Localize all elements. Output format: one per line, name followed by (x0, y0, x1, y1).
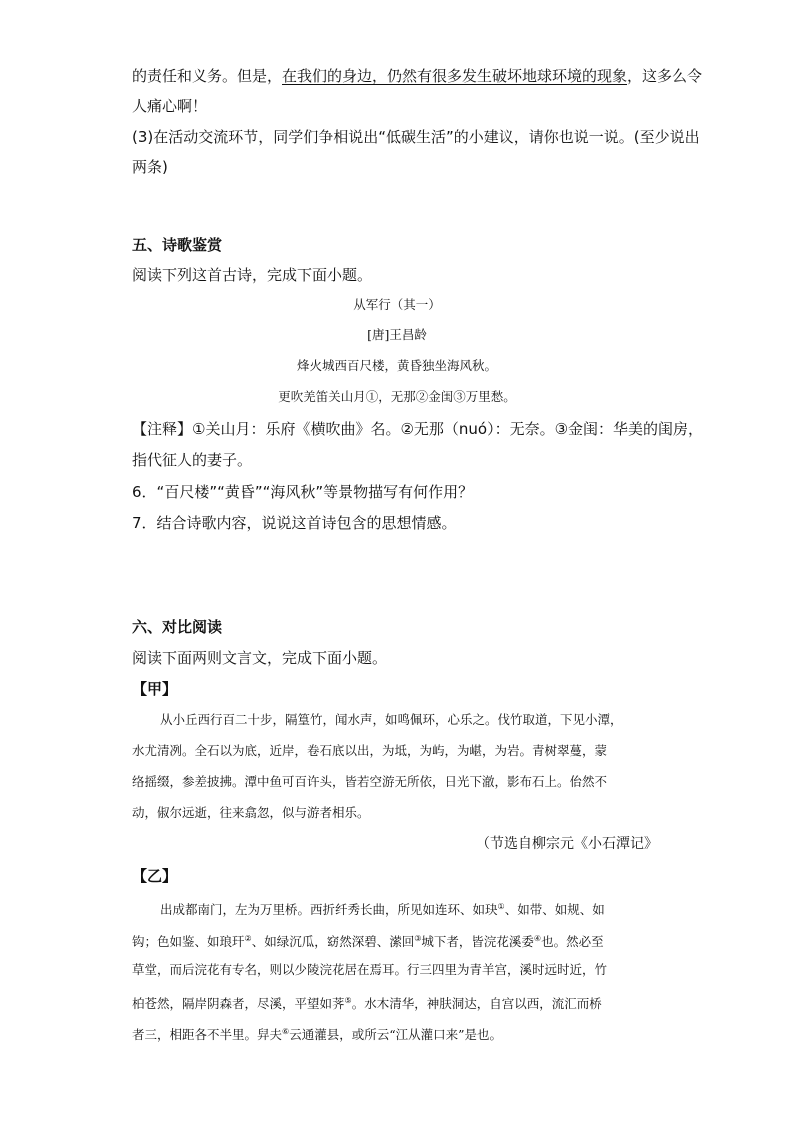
poem-line-2: 更吹羌笛关山月①，无那②金闺③万里愁。 (278, 389, 516, 404)
passage-yi-line-2-text-d: 也。然必至 (541, 934, 604, 950)
section5-heading: 五、诗歌鉴赏 (132, 236, 223, 254)
passage-yi-line-2 (132, 930, 662, 951)
passage-yi-line-2-text-c: 城下者，皆浣花溪委 (421, 934, 534, 950)
passage-jia-line-2: 水尤清冽。全石以为底，近岸，卷石底以出，为坻，为屿，为嵁，为岩。青树翠蔓，蒙 (132, 743, 608, 758)
passage-yi-line-4-text-b: 。水木清华，神肤洞达，自宫以西，流汇而桥 (351, 996, 602, 1012)
question-7: 7．结合诗歌内容，说说这首诗包含的思想情感。 (132, 514, 457, 532)
q4-line1 (132, 66, 702, 86)
q4-line1-text-b: ，这多么令 (627, 67, 703, 85)
passage-yi-line-1-text-b: 、如带、如规、如 (504, 902, 605, 918)
passage-yi-line-5 (132, 1023, 662, 1044)
question-6: 6．“百尺楼”“黄昏”“海风秋”等景物描写有何作用？ (132, 483, 474, 501)
passage-yi-line-5-text-a: 者三，相距各不半里。舁夫 (132, 1027, 283, 1043)
footnote-marker-5: ⑤ (344, 996, 352, 1005)
passage-yi-label: 【乙】 (132, 867, 178, 885)
passage-jia-line-3: 络摇缀，参差披拂。潭中鱼可百许头，皆若空游无所依，日光下澈，影布石上。佁然不 (132, 774, 608, 789)
passage-yi-line-5-text-b: 云通灌县，或所云“江从灌口来”是也。 (289, 1027, 502, 1043)
footnote-marker-1: ① (497, 902, 505, 911)
footnote-marker-6: ⑥ (282, 1027, 290, 1036)
passage-yi-line-3: 草堂，而后浣花有专名，则以少陵浣花居在焉耳。行三四里为青羊宫，溪时远时近，竹 (132, 962, 608, 977)
passage-yi-line-4-text-a: 柏苍然，隔岸阴森者，尽溪，平望如荠 (132, 996, 345, 1012)
poem-author: [唐]王昌龄 (367, 327, 427, 342)
passage-jia-source: （节选自柳宗元《小石潭记》 (476, 836, 658, 852)
passage-yi-line-2-text-a: 钩；色如鉴、如琅玕 (132, 934, 245, 950)
passage-yi-line-1 (160, 898, 690, 919)
footnote-marker-3: ③ (414, 934, 422, 943)
passage-yi-line-4 (132, 992, 662, 1013)
passage-jia-line-1: 从小丘西行百二十步，隔篁竹，闻水声，如鸣佩环，心乐之。伐竹取道，下见小潭， (160, 712, 623, 727)
footnote-marker-2: ② (244, 934, 252, 943)
poem-line-1: 烽火城西百尺楼，黄昏独坐海风秋。 (296, 358, 497, 373)
section6-heading: 六、对比阅读 (132, 618, 223, 636)
q4-line3: (3)在活动交流环节，同学们争相说出“低碳生活”的小建议，请你也说一说。(至少说出 (132, 128, 700, 146)
poem-notes-line1: 【注释】①关山月：乐府《横吹曲》名。②无那（nuó）：无奈。③金闺：华美的闺房， (132, 420, 704, 438)
poem-title: 从军行（其一） (353, 297, 441, 312)
q4-line2: 人痛心啊！ (132, 97, 208, 115)
passage-jia-line-4: 动，俶尔远逝，往来翕忽，似与游者相乐。 (132, 805, 370, 820)
poem-notes-line2: 指代征人的妻子。 (132, 451, 253, 469)
passage-yi-line-1-text-a: 出成都南门，左为万里桥。西折纤秀长曲，所见如连环、如玦 (160, 902, 498, 918)
footnote-marker-4: ④ (533, 934, 542, 943)
passage-jia-label: 【甲】 (132, 680, 178, 698)
q4-underlined-phrase: 在我们的身边，仍然有很多发生破坏地球环境的现象 (282, 67, 628, 85)
q4-line1-text-a: 的责任和义务。但是， (132, 67, 283, 85)
passage-yi-line-2-text-b: 、如绿沉瓜，窈然深碧、潆回 (251, 934, 415, 950)
section6-intro: 阅读下面两则文言文，完成下面小题。 (132, 649, 388, 667)
section5-intro: 阅读下列这首古诗，完成下面小题。 (132, 266, 373, 284)
q4-line4: 两条) (132, 158, 168, 176)
